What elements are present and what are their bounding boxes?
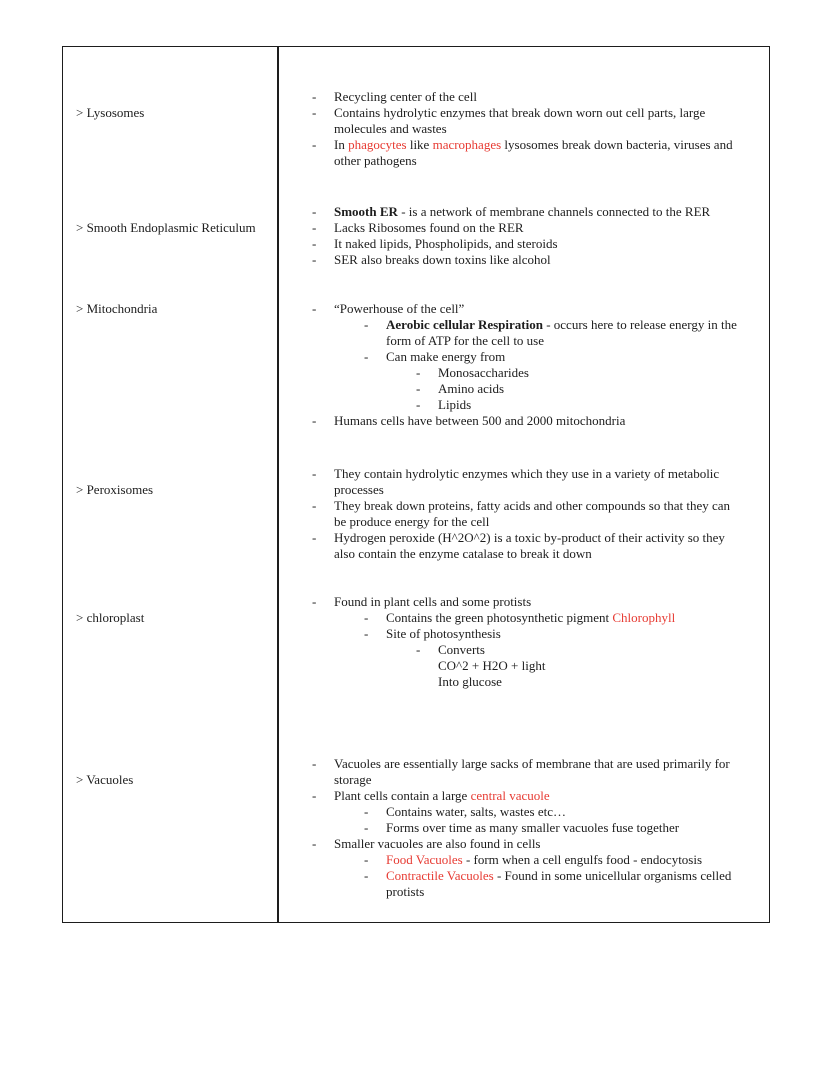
text-segment: macrophages [432, 137, 502, 152]
text-segment: CO^2 + H2O + light [438, 658, 546, 673]
text-segment: Vacuoles are essentially large sacks of membrane that are used primarily for storage [334, 756, 730, 787]
note-text [386, 317, 741, 349]
table-row [63, 204, 769, 268]
text-segment: Found in plant cells and some protists [334, 594, 532, 609]
bullet-dash: - [416, 365, 421, 380]
text-segment: Converts [438, 642, 485, 657]
bullet-dash: - [312, 788, 317, 803]
note-item [279, 89, 741, 105]
note-text [334, 105, 741, 137]
organelle-notes [279, 594, 769, 690]
note-item [279, 594, 741, 610]
text-segment: Into glucose [438, 674, 502, 689]
note-item [279, 365, 741, 381]
organelle-label: > Smooth Endoplasmic Reticulum [76, 220, 256, 235]
bullet-dash: - [312, 220, 317, 235]
note-item [279, 413, 741, 429]
text-segment: Can make energy from [386, 349, 506, 364]
text-segment: They contain hydrolytic enzymes which they use in a variety of metabolic processes [334, 466, 720, 497]
bullet-spacer [416, 658, 438, 674]
note-item [279, 252, 741, 268]
bullet-dash: - [364, 820, 369, 835]
note-item [279, 820, 741, 836]
text-segment: SER also breaks down toxins like alcohol [334, 252, 551, 267]
bullet-dash: - [312, 252, 317, 267]
organelle-label: > Mitochondria [76, 301, 158, 316]
table-body [63, 47, 769, 922]
note-item [279, 658, 741, 674]
note-item [279, 317, 741, 349]
text-segment: Humans cells have between 500 and 2000 mitochondria [334, 413, 626, 428]
text-segment: Hydrogen peroxide (H^2O^2) is a toxic by-product of their activity so they also contain the enzyme catalase to break it down [334, 530, 725, 561]
bullet-dash: - [312, 204, 317, 219]
text-segment: Contains the green photosynthetic pigment [386, 610, 613, 625]
note-text [334, 498, 741, 530]
text-segment: Lacks Ribosomes found on the RER [334, 220, 524, 235]
note-text [334, 252, 741, 268]
note-item [279, 756, 741, 788]
text-segment: central vacuole [470, 788, 550, 803]
text-segment: Forms over time as many smaller vacuoles fuse together [386, 820, 680, 835]
organelle-notes [279, 756, 769, 900]
bullet-dash: - [416, 381, 421, 396]
bullet-dash: - [312, 594, 317, 609]
note-item [279, 105, 741, 137]
organelle-notes [279, 301, 769, 429]
note-item [279, 466, 741, 498]
note-item [279, 852, 741, 868]
text-segment: - Found in some unicellular organisms celled protists [386, 868, 732, 899]
text-segment: In [334, 137, 349, 152]
table-row [63, 594, 769, 690]
note-item [279, 530, 741, 562]
organelle-notes [279, 204, 769, 268]
bullet-dash: - [312, 530, 317, 545]
note-text [386, 804, 741, 820]
note-item [279, 381, 741, 397]
note-text [438, 397, 741, 413]
note-text [334, 220, 741, 236]
bullet-dash: - [416, 642, 421, 657]
organelle-label: > Peroxisomes [76, 482, 154, 497]
note-item [279, 220, 741, 236]
text-segment: - form when a cell engulfs food - endocytosis [462, 852, 703, 867]
bullet-dash: - [312, 836, 317, 851]
note-text [438, 674, 741, 690]
organelle-label: > chloroplast [76, 610, 145, 625]
note-item [279, 674, 741, 690]
note-item [279, 301, 741, 317]
note-item [279, 804, 741, 820]
bullet-dash: - [312, 756, 317, 771]
text-segment: “Powerhouse of the cell” [334, 301, 465, 316]
note-item [279, 836, 741, 852]
organelle-label: > Lysosomes [76, 105, 145, 120]
note-item [279, 788, 741, 804]
bullet-dash: - [312, 137, 317, 152]
note-item [279, 498, 741, 530]
note-text [438, 365, 741, 381]
note-text [334, 788, 741, 804]
bullet-dash: - [312, 89, 317, 104]
note-text [334, 137, 741, 169]
bullet-dash: - [312, 105, 317, 120]
bullet-dash: - [312, 236, 317, 251]
note-text [438, 642, 741, 658]
bullet-dash: - [364, 349, 369, 364]
note-item [279, 137, 741, 169]
note-text [438, 658, 741, 674]
note-text [386, 852, 741, 868]
bullet-dash: - [312, 301, 317, 316]
note-item [279, 610, 741, 626]
note-item [279, 626, 741, 642]
table-row [63, 89, 769, 169]
text-segment: - occurs here to release energy in the form of ATP for the cell to use [386, 317, 737, 348]
note-text [334, 530, 741, 562]
note-text [386, 349, 741, 365]
text-segment: Contractile Vacuoles [386, 868, 494, 883]
text-segment: Site of photosynthesis [386, 626, 501, 641]
text-segment: Plant cells contain a large [334, 788, 471, 803]
table-row [63, 756, 769, 900]
bullet-dash: - [364, 852, 369, 867]
text-segment: Lipids [438, 397, 472, 412]
text-segment: Aerobic cellular Respiration [386, 317, 543, 332]
text-segment: Contains water, salts, wastes etc… [386, 804, 566, 819]
text-segment: Smooth ER [334, 204, 398, 219]
note-text [334, 466, 741, 498]
bullet-spacer [416, 674, 438, 690]
note-text [438, 381, 741, 397]
note-text [334, 836, 741, 852]
note-item [279, 204, 741, 220]
note-text [334, 594, 741, 610]
text-segment: lysosomes break down bacteria, viruses and other pathogens [334, 137, 733, 168]
bullet-dash: - [364, 804, 369, 819]
organelle-notes [279, 89, 769, 169]
text-segment: Monosaccharides [438, 365, 529, 380]
note-text [386, 820, 741, 836]
bullet-dash: - [364, 868, 369, 883]
bullet-dash: - [364, 610, 369, 625]
table-row [63, 466, 769, 562]
text-segment: It naked lipids, Phospholipids, and steroids [334, 236, 558, 251]
text-segment: Amino acids [438, 381, 505, 396]
note-item [279, 868, 741, 900]
note-text [334, 301, 741, 317]
bullet-dash: - [312, 498, 317, 513]
note-item [279, 236, 741, 252]
note-item [279, 349, 741, 365]
organelle-notes [279, 466, 769, 562]
note-text [334, 413, 741, 429]
note-item [279, 397, 741, 413]
note-text [334, 236, 741, 252]
text-segment: They break down proteins, fatty acids and other compounds so that they can be produce energy for the cell [334, 498, 731, 529]
text-segment: Smaller vacuoles are also found in cells [334, 836, 541, 851]
text-segment: Recycling center of the cell [334, 89, 477, 104]
bullet-dash: - [364, 626, 369, 641]
organelle-label: > Vacuoles [76, 772, 134, 787]
note-text [334, 89, 741, 105]
bullet-dash: - [416, 397, 421, 412]
bullet-dash: - [364, 317, 369, 332]
text-segment: Food Vacuoles [386, 852, 463, 867]
bullet-dash: - [312, 413, 317, 428]
note-text [386, 868, 741, 900]
text-segment: like [406, 137, 433, 152]
bullet-dash: - [312, 466, 317, 481]
text-segment: - is a network of membrane channels connected to the RER [397, 204, 711, 219]
note-item [279, 642, 741, 658]
note-text [334, 204, 741, 220]
note-text [386, 610, 741, 626]
note-text [386, 626, 741, 642]
text-segment: Contains hydrolytic enzymes that break down worn out cell parts, large molecules and wastes [334, 105, 706, 136]
text-segment: Chlorophyll [612, 610, 676, 625]
note-text [334, 756, 741, 788]
organelle-notes-table [62, 46, 770, 923]
text-segment: phagocytes [348, 137, 407, 152]
table-row [63, 301, 769, 429]
